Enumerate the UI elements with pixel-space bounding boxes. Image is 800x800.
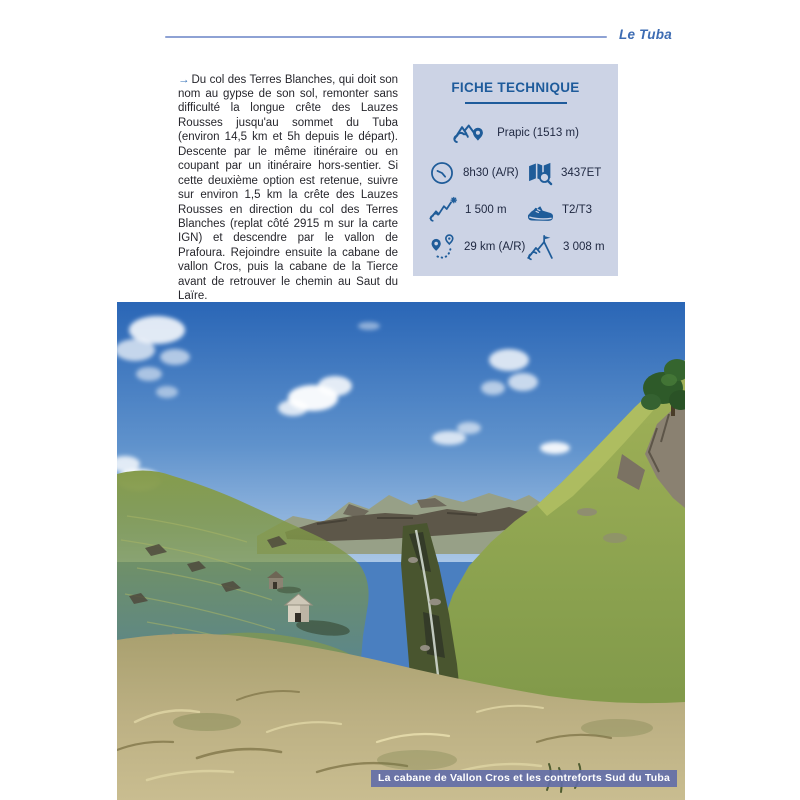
fiche-grid [428, 154, 618, 265]
summit-flag-icon [525, 232, 556, 262]
fiche-map-value: 3437ET [561, 166, 602, 179]
elevation-gain-icon [428, 195, 458, 224]
route-description-text: Du col des Terres Blanches, qui doit son nom au gypse de son sol, remonter sans difficulté la longue crête des Lauzes Rousses jusqu'au sommet du Tuba (environ 14,5 km et 5h depuis le départ). Descente par le même itinéraire ou en coupant par un itinéraire hors-sentier. Si cette deuxième option est retenue, suivre sur environ 1,5 km la crête des Lauzes Rousses en direction du col des Terres Blanches (replat côté 2915 m sur la carte IGN) et descendre par le vallon de Prafoura. Rejoindre ensuite la cabane de vallon Cros, puis la cabane de la Tierce avant de retrouver le chemin au Saut du Laïre. [178, 73, 398, 303]
chapter-title: Le Tuba [619, 27, 672, 42]
landscape-photo-illustration [117, 302, 685, 800]
fiche-row-elevation-gain [428, 191, 525, 228]
photo-caption: La cabane de Vallon Cros et les contreforts Sud du Tuba [371, 770, 677, 787]
fiche-difficulty-value: T2/T3 [562, 203, 593, 216]
fiche-row-distance [428, 228, 525, 265]
fiche-row-duration [428, 154, 525, 191]
trailhead-mountain-pin-icon [452, 117, 488, 149]
map-magnifier-icon [525, 158, 554, 187]
hiking-shoe-icon [525, 197, 555, 223]
fiche-elevation-value: 1 500 m [465, 203, 507, 216]
fiche-distance-value: 29 km (A/R) [464, 240, 526, 253]
header-rule [165, 36, 607, 38]
distance-pins-icon [428, 232, 457, 262]
fiche-row-summit [525, 228, 617, 265]
fiche-trailhead-value: Prapic (1513 m) [497, 127, 579, 139]
clock-icon [428, 159, 456, 187]
fiche-row-trailhead [413, 113, 618, 153]
fiche-technique-box [413, 64, 618, 276]
fiche-title-underline [465, 102, 567, 104]
photo-vallon-cros [117, 302, 685, 800]
fiche-row-difficulty [525, 191, 617, 228]
fiche-row-map [525, 154, 617, 191]
fiche-title: FICHE TECHNIQUE [451, 80, 580, 95]
fiche-summit-value: 3 008 m [563, 240, 605, 253]
route-arrow-icon: → [178, 73, 190, 86]
fiche-duration-value: 8h30 (A/R) [463, 166, 519, 179]
route-description [178, 73, 398, 304]
